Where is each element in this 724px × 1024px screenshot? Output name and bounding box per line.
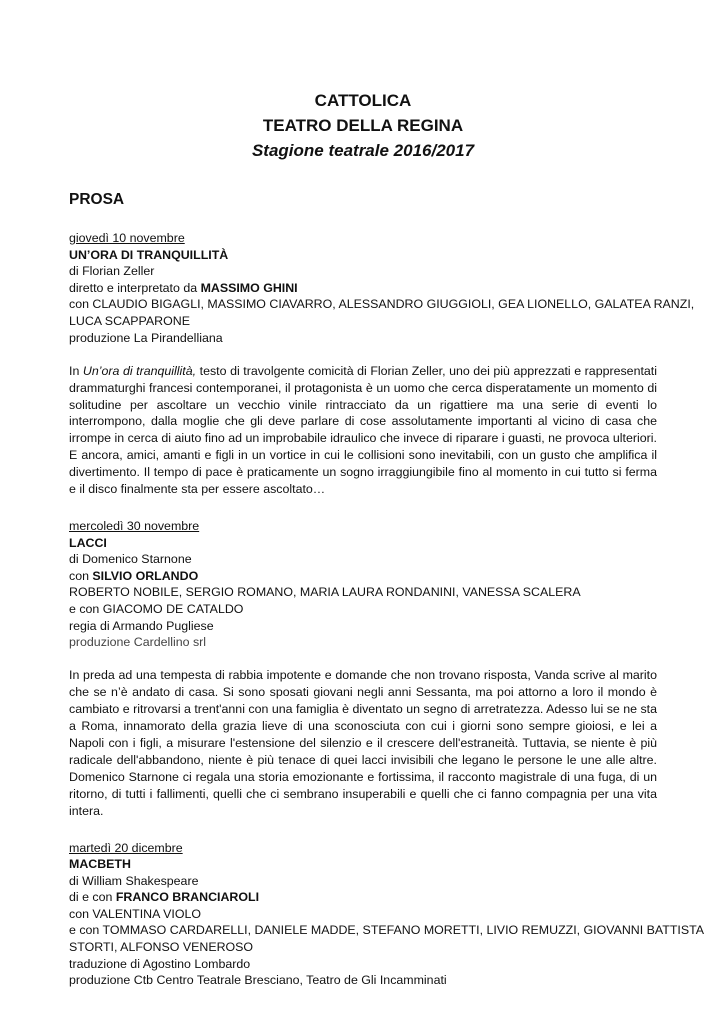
event-title: MACBETH bbox=[69, 857, 131, 872]
event-cast-continued-2: STORTI, ALFONSO VENEROSO bbox=[69, 940, 254, 955]
event-author: di Florian Zeller bbox=[69, 264, 155, 279]
event-cast-continued: LUCA SCAPPARONE bbox=[69, 313, 190, 328]
description-italic-title: Un’ora di tranquillità, bbox=[82, 363, 197, 378]
document-page bbox=[69, 88, 705, 989]
event-date: mercoledì 30 novembre bbox=[69, 519, 200, 533]
event-author: di Domenico Starnone bbox=[69, 552, 192, 567]
event-date: giovedì 10 novembre bbox=[69, 231, 185, 245]
event-cast-continued: e con TOMMASO CARDARELLI, DANIELE MADDE, STEFANO MORETTI, LIVIO REMUZZI, GIOVANNI BATTISTA bbox=[69, 923, 705, 938]
event-director: regia di Armando Pugliese bbox=[69, 618, 214, 633]
event-production: produzione La Pirandelliana bbox=[69, 330, 223, 345]
event-cast: con CLAUDIO BIGAGLI, MASSIMO CIAVARRO, ALESSANDRO GIUGGIOLI, GEA LIONELLO, GALATEA RANZI, bbox=[69, 297, 695, 312]
document-header bbox=[69, 88, 657, 163]
lead-prefix: con bbox=[69, 568, 93, 583]
event-lead bbox=[69, 568, 657, 585]
event-lead bbox=[69, 889, 657, 906]
event-description bbox=[69, 363, 657, 498]
event-translation: traduzione di Agostino Lombardo bbox=[69, 956, 251, 971]
description-body: testo di travolgente comicità di Florian Zeller, uno dei più apprezzati e rappresentati drammaturghi francesi contemporanei, il protagonista è un uomo che cerca disperatamente un momento di solitudine per ascoltare un vecchio vinile rintracciato da un rigattiere ma una serie di eventi lo interrompono, dalla moglie che gli deve parlare di cose assolutamente importanti al vicino di casa che irrompe in cerca di aiuto fino ad un improbabile idraulico che invece di riparare i guasti, ne provoca ulteriori. E ancora, amici, amanti e figli in un vortice in cui le collisioni sono inevitabili, con un gusto che amplifica il divertimento. Il tempo di pace è praticamente un sogno irraggiungibile fino al momento in cui tutto si ferma e il disco finalmente sta per essere ascoltato… bbox=[69, 363, 657, 497]
direction-prefix: diretto e interpretato da bbox=[69, 280, 201, 295]
event-2 bbox=[69, 518, 657, 820]
section-title: PROSA bbox=[69, 191, 125, 208]
event-1 bbox=[69, 230, 695, 498]
event-cast: ROBERTO NOBILE, SERGIO ROMANO, MARIA LAURA RONDANINI, VANESSA SCALERA bbox=[69, 585, 581, 600]
event-title: LACCI bbox=[69, 535, 107, 550]
event-author: di William Shakespeare bbox=[69, 873, 199, 888]
city-heading: CATTOLICA bbox=[314, 91, 412, 110]
event-3 bbox=[69, 840, 705, 989]
event-production: produzione Ctb Centro Teatrale Bresciano, Teatro de Gli Incamminati bbox=[69, 973, 447, 988]
event-direction bbox=[69, 280, 657, 297]
event-production: produzione Cardellino srl bbox=[69, 635, 207, 650]
event-description: In preda ad una tempesta di rabbia impotente e domande che non trovano risposta, Vanda scrive al marito che se n’è andato di casa. Si sono sposati giovani negli anni Sessanta, ma poi attorno a loro il mondo è cambiato e ritrovarsi a trent'anni con una famiglia è diventato un segno di arretratezza. Adesso lui se ne sta a Roma, innamorato della grazia lieve di una sconosciuta con cui i giorni sono sempre gioiosi, e lei a Napoli con i figli, a misurare l'estensione del silenzio e il crescere dell'estraneità. Tuttavia, se niente è più radicale dell'abbandono, niente è più tenace di quei lacci invisibili che legano le persone le une alle altre. Domenico Starnone ci regala una storia emozionante e fortissima, il racconto magistrale di una fuga, di un ritorno, di tutti i fallimenti, quelli che ci sembrano insuperabili e quelli che ci fanno compagnia per una vita intera. bbox=[69, 668, 657, 818]
theatre-heading: TEATRO DELLA REGINA bbox=[262, 116, 464, 135]
season-heading: Stagione teatrale 2016/2017 bbox=[251, 141, 475, 160]
lead-prefix: di e con bbox=[69, 890, 116, 905]
description-intro: In bbox=[69, 363, 83, 378]
lead-actor-name: SILVIO ORLANDO bbox=[92, 568, 199, 583]
director-name: MASSIMO GHINI bbox=[200, 280, 298, 295]
lead-actor-name: FRANCO BRANCIAROLI bbox=[115, 890, 260, 905]
event-date: martedì 20 dicembre bbox=[69, 840, 183, 855]
event-title: UN’ORA DI TRANQUILLITÀ bbox=[69, 247, 229, 262]
event-cast-continued: e con GIACOMO DE CATALDO bbox=[69, 601, 244, 616]
event-cast: con VALENTINA VIOLO bbox=[69, 906, 201, 921]
